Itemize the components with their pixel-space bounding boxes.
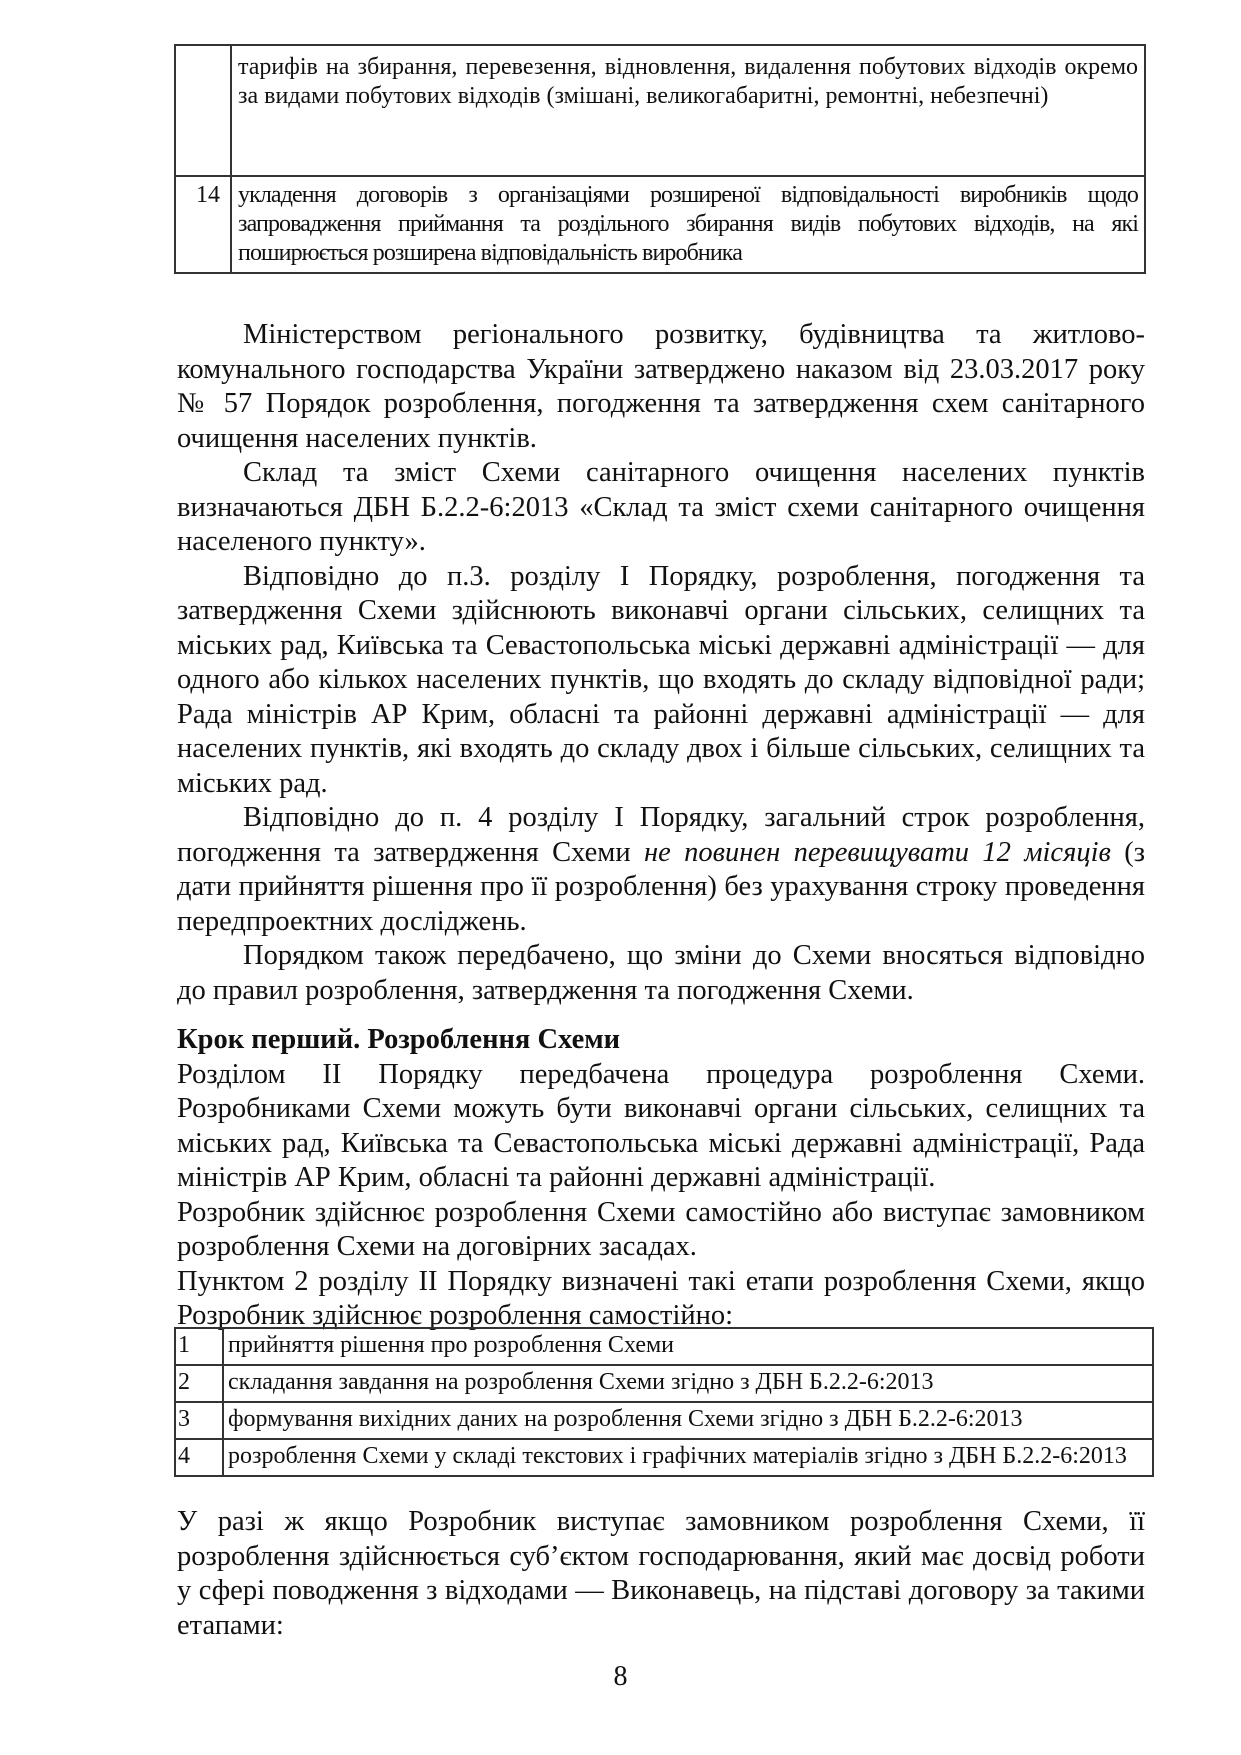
stage-text: формування вихідних даних на розроблення Схеми згідно з ДБН Б.2.2-6:2013 bbox=[223, 1402, 1153, 1439]
paragraph-ministry-order: Міністерством регіонального розвитку, будівництва та житлово-комунального господарства України затверджено наказом від 23.03.2017 року № 57 Порядок розроблення, погодження та затвердження схем санітарного очищення населених пунктів. bbox=[177, 319, 1145, 454]
table-development-stages bbox=[174, 1327, 1154, 1477]
section-heading: Крок перший. Розроблення Схеми bbox=[177, 1024, 621, 1055]
paragraph-dbn-composition: Склад та зміст Схеми санітарного очищення населених пунктів визначаються ДБН Б.2.2-6:2013 «Склад та зміст схеми санітарного очищення населеного пункту». bbox=[177, 457, 1145, 557]
main-text bbox=[177, 318, 1145, 1008]
table-measures-continued bbox=[174, 44, 1146, 274]
row-text: укладення договорів з організаціями розширеної відповідальності виробників щодо запровадження приймання та роздільного збирання видів побутових відходів, на які поширюється розширена відповідальність виробника bbox=[231, 176, 1145, 273]
stage-number: 1 bbox=[175, 1328, 223, 1365]
table-row bbox=[175, 176, 1145, 273]
row-number: 14 bbox=[175, 176, 231, 273]
table-row bbox=[175, 1439, 1153, 1476]
stage-number: 3 bbox=[175, 1402, 223, 1439]
paragraph-developer-mode: Розробник здійснює розроблення Схеми самостійно або виступає замовником розроблення Схеми на договірних засадах. bbox=[177, 1196, 1145, 1262]
paragraph-responsible-bodies: Відповідно до п.3. розділу І Порядку, розроблення, погодження та затвердження Схеми здійснюють виконавчі органи сільських, селищних та міських рад, Київська та Севастопольська міські державні адміністрації — для одного або кількох населених пунктів, що входять до складу відповідної ради; Рада міністрів АР Крим, обласні та районні державні адміністрації — для населених пунктів, які входять до складу двох і більше сільських, селищних та міських рад. bbox=[177, 560, 1145, 799]
stage-number: 2 bbox=[175, 1365, 223, 1402]
stage-text: складання завдання на розроблення Схеми згідно з ДБН Б.2.2-6:2013 bbox=[223, 1365, 1153, 1402]
paragraph-changes: Порядком також передбачено, що зміни до Схеми вносяться відповідно до правил розроблення, затвердження та погодження Схеми. bbox=[177, 940, 1145, 1006]
page-number: 8 bbox=[613, 1661, 628, 1692]
paragraph-contractor: У разі ж якщо Розробник виступає замовником розроблення Схеми, її розроблення здійснюється суб’єктом господарювання, який має досвід роботи у сфері поводження з відходами — Виконавець, на підставі договору за такими етапами: bbox=[177, 1506, 1145, 1641]
table-row bbox=[175, 1365, 1153, 1402]
closing-text bbox=[177, 1505, 1145, 1643]
table-row bbox=[175, 1402, 1153, 1439]
paragraph-term bbox=[177, 801, 1145, 939]
term-text-before: Відповідно до п. 4 розділу І Порядку, загальний строк розроблення, погодження та затвердження Схеми bbox=[177, 802, 1145, 868]
paragraph-procedure: Розділом ІІ Порядку передбачена процедура розроблення Схеми. Розробниками Схеми можуть бути виконавчі органи сільських, селищних та міських рад, Київська та Севастопольська міські державні адміністрації, Рада міністрів АР Крим, обласні та районні державні адміністрації. bbox=[177, 1058, 1145, 1193]
paragraph-stages-intro: Пунктом 2 розділу ІІ Порядку визначені такі етапи розроблення Схеми, якщо Розробник здійснює розроблення самостійно: bbox=[177, 1265, 1145, 1331]
stage-text: прийняття рішення про розроблення Схеми bbox=[223, 1328, 1153, 1365]
row-number bbox=[175, 45, 231, 176]
stage-number: 4 bbox=[175, 1439, 223, 1476]
table-row bbox=[175, 1328, 1153, 1365]
stage-text: розроблення Схеми у складі текстових і графічних матеріалів згідно з ДБН Б.2.2-6:2013 bbox=[223, 1439, 1153, 1476]
row-text: тарифів на збирання, перевезення, відновлення, видалення побутових відходів окремо за видами побутових відходів (змішані, великогабаритні, ремонтні, небезпечні) bbox=[231, 45, 1145, 176]
section-step-one bbox=[177, 1023, 1145, 1334]
term-emphasis: не повинен перевищувати 12 місяців bbox=[643, 836, 1111, 868]
term-text-after: (з дати прийняття рішення про її розроблення) без урахування строку проведення передпроектних досліджень. bbox=[177, 836, 1146, 937]
table-row bbox=[175, 45, 1145, 176]
